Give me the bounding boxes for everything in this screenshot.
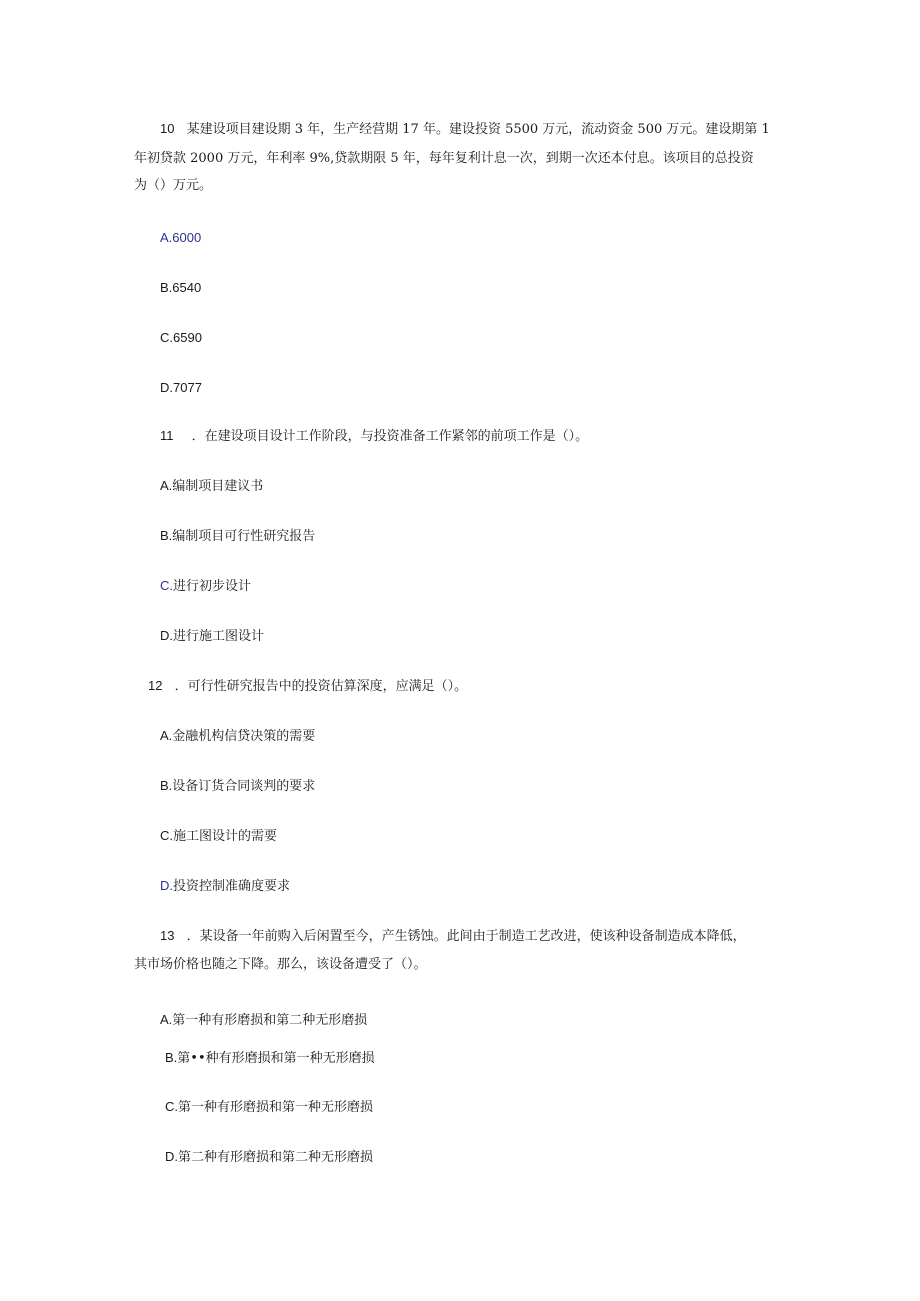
- question-number: 12: [148, 678, 163, 693]
- option-text: 金融机构信贷决策的需要: [172, 729, 316, 744]
- option-letter: A.: [160, 728, 173, 743]
- q10-option-b: [160, 280, 201, 296]
- question-text: 某建设项目建设期 3 年，生产经营期 17 年。建设投资 5500 万元，流动资金 500 万元。建设期第 1: [186, 122, 770, 137]
- option-letter: A.: [160, 230, 173, 245]
- question-text: ．可行性研究报告中的投资估算深度，应满足（）。: [174, 679, 468, 694]
- option-text: 6000: [172, 230, 202, 245]
- option-text: 进行初步设计: [173, 579, 252, 594]
- option-letter: B.: [160, 280, 173, 295]
- option-text: 第一种有形磨损和第二种无形磨损: [172, 1013, 368, 1028]
- q13-option-b: [165, 1050, 375, 1067]
- option-letter: C.: [165, 1099, 178, 1114]
- option-letter: D.: [160, 380, 173, 395]
- option-text: 进行施工图设计: [173, 629, 265, 644]
- question-11: [160, 428, 588, 445]
- option-letter: B.: [160, 778, 173, 793]
- option-text: 设备订货合同谈判的要求: [172, 779, 316, 794]
- q11-option-a: [160, 478, 263, 495]
- q12-option-d: [160, 878, 290, 895]
- question-text: ．在建设项目设计工作阶段，与投资准备工作紧邻的前项工作是（）。: [191, 429, 589, 444]
- question-number: 10: [160, 121, 175, 136]
- option-text: 6540: [172, 280, 202, 295]
- q10-option-c: [160, 330, 202, 346]
- option-letter: B.: [160, 528, 173, 543]
- q11-option-b: [160, 528, 315, 545]
- q12-option-b: [160, 778, 315, 795]
- option-letter: C.: [160, 578, 173, 593]
- q12-option-a: [160, 728, 315, 745]
- option-letter: A.: [160, 1012, 173, 1027]
- option-letter: D.: [160, 878, 173, 893]
- option-letter: D.: [165, 1149, 178, 1164]
- option-text: 编制项目可行性研究报告: [172, 529, 316, 544]
- question-10-line-1: [160, 121, 770, 138]
- q13-option-d: [165, 1149, 373, 1166]
- q10-option-d: [160, 380, 202, 396]
- q12-option-c: [160, 828, 277, 845]
- option-text: 第一种有形磨损和第一种无形磨损: [178, 1100, 374, 1115]
- option-text: 第••种有形磨损和第一种无形磨损: [177, 1051, 375, 1066]
- question-10-line-2: 年初贷款 2000 万元，年利率 9%,贷款期限 5 年，每年复利计息一次，到期一次还本付息。该项目的总投资: [134, 151, 754, 166]
- q11-option-d: [160, 628, 264, 645]
- option-letter: C.: [160, 828, 173, 843]
- q11-option-c: [160, 578, 251, 595]
- option-text: 6590: [173, 330, 202, 345]
- question-13-line-2: 其市场价格也随之下降。那么，该设备遭受了（）。: [134, 957, 427, 972]
- question-12: [148, 678, 467, 695]
- option-letter: C.: [160, 330, 173, 345]
- question-text: ．某设备一年前购入后闲置至今，产生锈蚀。此间由于制造工艺改进，使该种设备制造成本降低，: [186, 929, 746, 944]
- q13-option-a: [160, 1012, 367, 1029]
- option-letter: A.: [160, 478, 173, 493]
- q10-option-a: [160, 230, 201, 246]
- question-number: 11: [160, 428, 174, 443]
- question-10-line-3: 为（）万元。: [134, 178, 213, 193]
- option-letter: D.: [160, 628, 173, 643]
- q13-option-c: [165, 1099, 373, 1116]
- option-text: 投资控制准确度要求: [173, 879, 291, 894]
- option-text: 编制项目建议书: [172, 479, 264, 494]
- option-text: 第二种有形磨损和第二种无形磨损: [178, 1150, 374, 1165]
- option-letter: B.: [165, 1050, 178, 1065]
- option-text: 施工图设计的需要: [173, 829, 278, 844]
- question-number: 13: [160, 928, 175, 943]
- option-text: 7077: [173, 380, 202, 395]
- question-13-line-1: [160, 928, 746, 945]
